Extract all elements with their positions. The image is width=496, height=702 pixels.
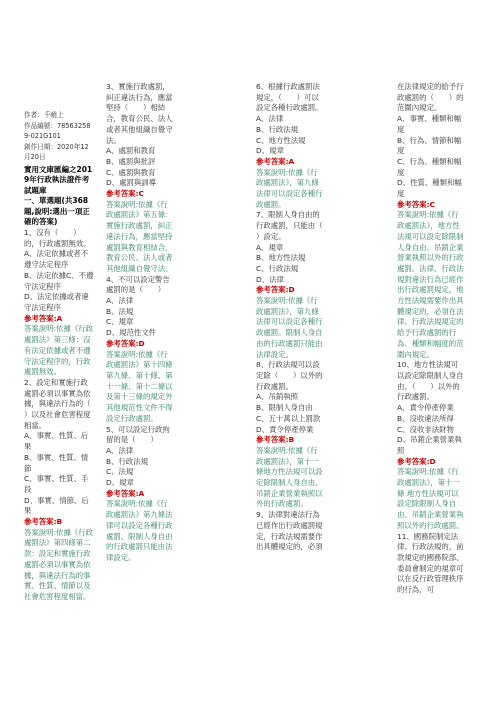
answer-option: B、限制人身自由	[256, 403, 313, 413]
answer-option: D、規章	[106, 478, 134, 488]
question-list	[24, 228, 106, 603]
question-text: 7、限制人身自由的行政處罰，只能由（ ）設定。	[256, 210, 338, 241]
answer-explanation: 答案說明:依據《行政處罰法》第五條：實施行政處罰，糾正違法行為，應當堅持處罰與教育相結合，教育公民、法人或者其他組織自覺守法。	[106, 199, 173, 273]
answer-option: A、法律	[256, 114, 284, 124]
answer-explanation: 答案說明:依據《行政處罰法》第三條：沒有法定依據或者不遵守法定程序的，行政處罰無效。	[24, 324, 94, 377]
answer-option: D、處罰與訓導	[106, 178, 157, 188]
answer-option: B、行政法規	[256, 124, 299, 134]
doc-meta	[24, 110, 94, 163]
question-text: 8、行政法規可以設定除（ ）以外的行政處罰。	[256, 360, 323, 391]
answer-option: D、規章	[256, 146, 284, 156]
answer-option: A、責令停產停業	[397, 403, 454, 413]
answer-explanation: 答案說明:依據《行政處罰法》第九條法律可以設定各種行政處罰。限制人身自由的行政處罰只能由法律設定。	[106, 499, 173, 562]
question-text: 11、國務院制定法律、行政法規的，前款規定的國務院部、委員會制定的規章可以在反行政管理秩序的行為，可	[397, 531, 464, 595]
question-text: 3、實施行政處罰，糾正違法行為，應當堅持（ ）相結合，教育公民、法人或者其他組織自覺守法。	[106, 82, 173, 145]
answer-option: A、規章	[256, 242, 284, 252]
answer-option: C、五十萬以上罰款	[256, 413, 321, 423]
answer-option: B、法規	[106, 306, 134, 316]
question-list	[256, 82, 338, 553]
answer-option: D、責令停產停業	[256, 424, 314, 434]
reference-answer: 參考答案:C	[106, 189, 144, 199]
answer-option: D、性質、種類和幅度	[397, 178, 462, 199]
column-2	[106, 82, 174, 564]
answer-option: C、法規	[106, 467, 134, 477]
answer-option: C、處罰與教育	[106, 167, 156, 177]
question-text: 1、沒有（ ）的，行政處罰無效。	[24, 228, 91, 248]
reference-answer: 參考答案:A	[106, 488, 145, 498]
question-text: 5、可以設定行政拘留的是（ ）	[106, 424, 170, 445]
answer-option: C、事實、性質、手段	[24, 474, 89, 494]
column-1	[24, 110, 106, 603]
question-text: 4、不可以設定警告處罰的是（ ）	[106, 274, 170, 295]
answer-explanation: 答案說明:依據《行政處罰法》，第十一條地方性法規可以設定除限制人身自由、吊銷企業營業執照以外的行政處罰。	[256, 445, 323, 509]
column-3	[256, 82, 338, 553]
creation-date: 創作日期：2020年12月20日	[24, 142, 89, 161]
answer-option: A、處罰和教育	[106, 146, 156, 156]
answer-option: A、法律	[106, 445, 134, 455]
answer-option: D、法定依據或者違守法定程序	[24, 292, 89, 312]
answer-option: C、沒收非法財物	[397, 424, 454, 434]
answer-explanation: 答案說明:依據《行政處罰法》，第九條法律可以設定各種行政處罰。限制人身自由的行政處罰只能由法律設定。	[256, 296, 323, 359]
answer-explanation: 答案說明:依據《行政處罰法》第十四條第九條、第十條、第十一條、第十二條以及第十三條的規定外其他規范性文件不得設定行政處罰。	[106, 349, 173, 423]
answer-option: A、法律	[106, 296, 134, 306]
answer-explanation: 答案說明:依據《行政處罰法》，地方性法規可以設定除限制人身自由、吊銷企業營業執照以外的行政處罰。法律、行政法規對違法行為已經作出行政處罰規定，地方性法規需要作出具體規定的，必須在法律、行政法規規定的給予行政處罰的行為、種類和幅度的范圍內規定。	[397, 210, 464, 359]
question-text: 10、地方性法規可以設定除限制人身自由、（ ）以外的行政處罰。	[397, 360, 464, 402]
answer-explanation: 答案說明:依據《行政處罰法》，第十一條 地方性法規可以設定除限制人身自由、吊銷企業營業執照以外的行政處罰。	[397, 467, 464, 530]
answer-option: C、規章	[106, 317, 134, 327]
answer-option: D、法律	[256, 274, 284, 284]
answer-option: D、規范性文件	[106, 328, 157, 338]
answer-explanation: 答案說明:依據《行政處罰法》第四條第二款：設定和實施行政處罰必須以事實為依據，與違法行為的事實、性質、情節以及社會危害程度相當。	[24, 527, 94, 601]
doc-number: 作品編號：785632589-021G101	[24, 121, 91, 140]
question-text: 2、設定和實施行政處罰必須以事實為依據，與違法行為的（ ）以及社會危害程度相當。	[24, 377, 106, 430]
answer-option: A、事實、種類和幅度	[397, 114, 462, 134]
answer-option: C、行為、種類和幅度	[397, 156, 462, 177]
reference-answer: 參考答案:B	[256, 435, 295, 445]
reference-answer: 參考答案:D	[397, 456, 436, 466]
answer-option: A、吊銷執照	[256, 392, 299, 402]
reference-answer: 參考答案:D	[106, 338, 145, 348]
answer-option: C、地方性法規	[256, 135, 306, 145]
reference-answer: 參考答案:A	[256, 156, 295, 166]
answer-option: B、地方性法規	[256, 253, 306, 263]
answer-option: D、吊銷企業營業執照	[397, 435, 462, 455]
answer-option: C、行政法規	[256, 263, 299, 273]
answer-option: B、沒收違法所得	[397, 413, 454, 423]
answer-option: A、法定依據或者不遵守法定程序	[24, 249, 89, 270]
reference-answer: 參考答案:B	[24, 517, 63, 527]
answer-option: A、事實、性質、后果	[24, 431, 89, 452]
question-list	[106, 82, 174, 564]
reference-answer: 參考答案:C	[397, 199, 435, 209]
answer-option: B、行政法規	[106, 456, 149, 466]
reference-answer: 參考答案:A	[24, 313, 63, 323]
column-4	[397, 82, 465, 596]
question-text: 6、根據行政處罰法規定，（ ）可以設定各種行政處罰。	[256, 82, 323, 113]
answer-option: B、處罰與批評	[106, 156, 156, 166]
reference-answer: 參考答案:D	[256, 285, 295, 295]
answer-option: B、事實、性質、情節	[24, 452, 89, 473]
answer-explanation: 答案說明:依據《行政處罰法》，第九條法律可以設定各種行政處罰。	[256, 167, 323, 209]
question-list	[397, 82, 465, 596]
doc-title: 實用文庫匯編之2019年行政執法證件考試題庫	[24, 164, 93, 195]
author-line: 作者：千曉上	[24, 111, 64, 119]
answer-option: B、法定依據C、不遵守法定程序	[24, 270, 94, 291]
question-text: 9、法律對違法行為已經作出行政處罰規定，行政法規需要作出具體規定的，必須	[256, 510, 323, 552]
answer-option: D、事實、情節、后果	[24, 495, 89, 516]
question-text: 在法律規定的給予行政處罰的（ ）的范圍內規定。	[397, 82, 464, 113]
section-heading: 一、單選題(共368題,說明:選出一項正確的答案)	[24, 196, 90, 227]
answer-option: B、行為、情節和幅度	[397, 135, 462, 156]
